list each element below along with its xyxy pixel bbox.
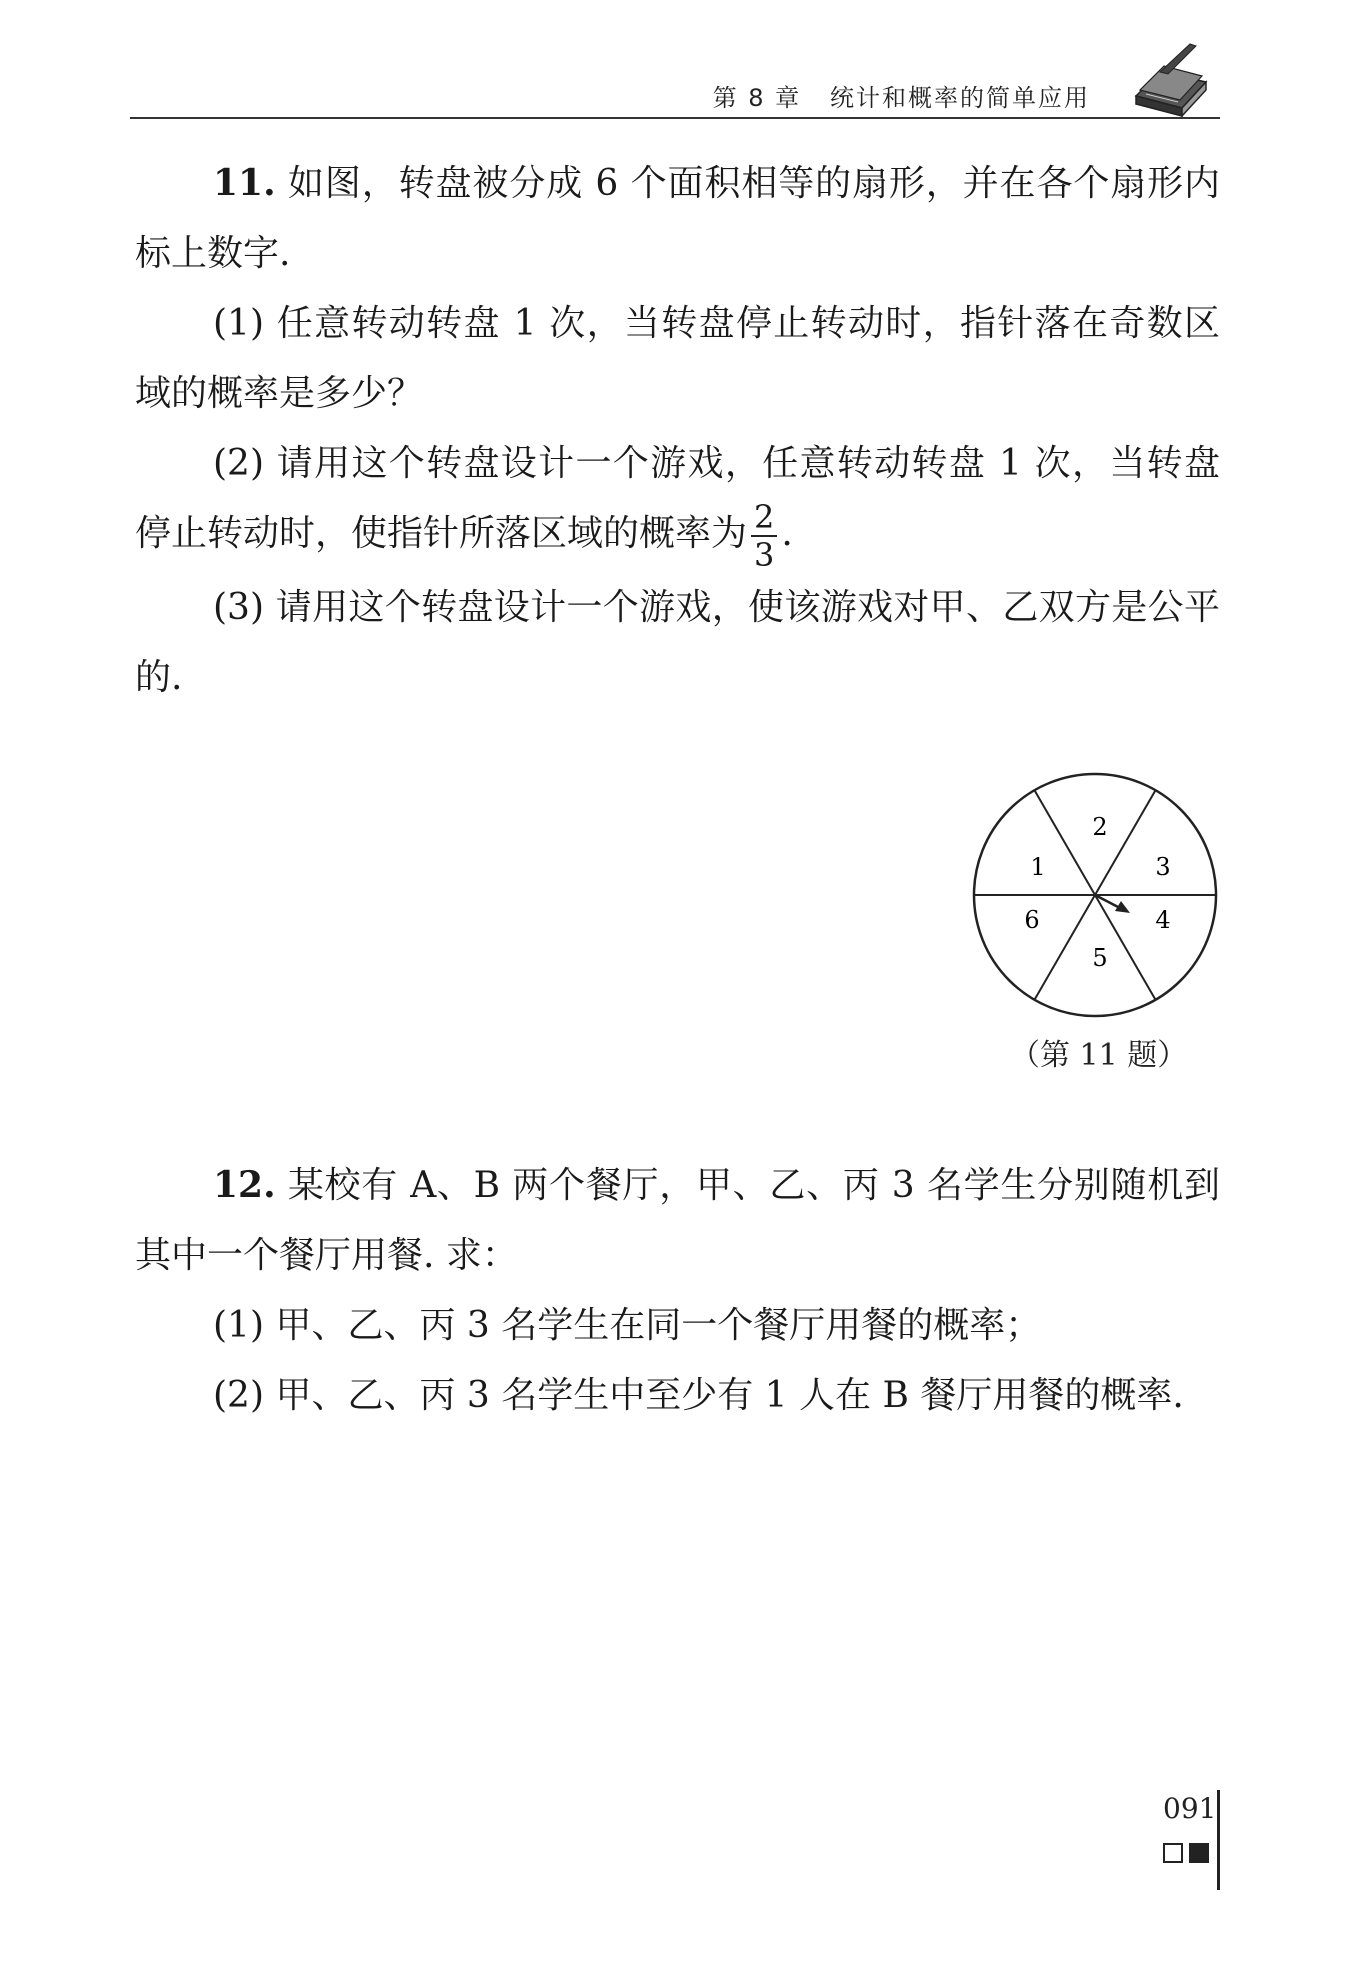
problem-12-q1: (1) 甲、乙、丙 3 名学生在同一个餐厅用餐的概率； [213, 1305, 1042, 1346]
fraction: $\frac{2}{3}$ [751, 499, 777, 573]
page-number-bar [1217, 1790, 1220, 1890]
sector-label-1: 1 [1030, 853, 1046, 881]
problem-11-q3: (3) 请用这个转盘设计一个游戏，使该游戏对甲、乙双方是公平的. [135, 587, 1220, 698]
problem-11-number: 11. [213, 162, 276, 204]
problem-12-number: 12. [213, 1164, 276, 1206]
problem-12 [135, 1150, 1220, 1431]
chapter-title: 第 8 章 统计和概率的简单应用 [712, 84, 1090, 112]
sector-label-6: 6 [1024, 906, 1040, 934]
header-rule [130, 117, 1220, 119]
empty-square-icon [1163, 1843, 1183, 1863]
filled-square-icon [1189, 1843, 1209, 1863]
sector-label-5: 5 [1092, 944, 1108, 972]
figure-caption: （第 11 题） [1010, 1038, 1188, 1073]
problem-11-q2: (2) 请用这个转盘设计一个游戏，任意转动转盘 1 次，当转盘停止转动时，使指针所落区域的概率为 $\frac{2}{3}$ . [135, 443, 1220, 574]
problem-12-intro: 12. 某校有 A、B 两个餐厅，甲、乙、丙 3 名学生分别随机到其中一个餐厅用餐. 求： [135, 1164, 1220, 1276]
page-number: 091 [1163, 1792, 1217, 1825]
problem-11-intro: 11. 如图，转盘被分成 6 个面积相等的扇形，并在各个扇形内标上数字. [135, 162, 1220, 274]
problem-11-q1: (1) 任意转动转盘 1 次，当转盘停止转动时，指针落在奇数区域的概率是多少？ [135, 303, 1220, 414]
page-marks [1163, 1843, 1215, 1865]
spinner-diagram [970, 770, 1220, 1020]
page-header [130, 70, 1220, 118]
problem-12-q2: (2) 甲、乙、丙 3 名学生中至少有 1 人在 B 餐厅用餐的概率. [213, 1375, 1184, 1416]
sector-label-3: 3 [1155, 853, 1171, 881]
sector-label-4: 4 [1155, 906, 1171, 934]
problem-11 [135, 148, 1220, 713]
sector-label-2: 2 [1092, 813, 1108, 841]
book-icon [1130, 38, 1210, 118]
